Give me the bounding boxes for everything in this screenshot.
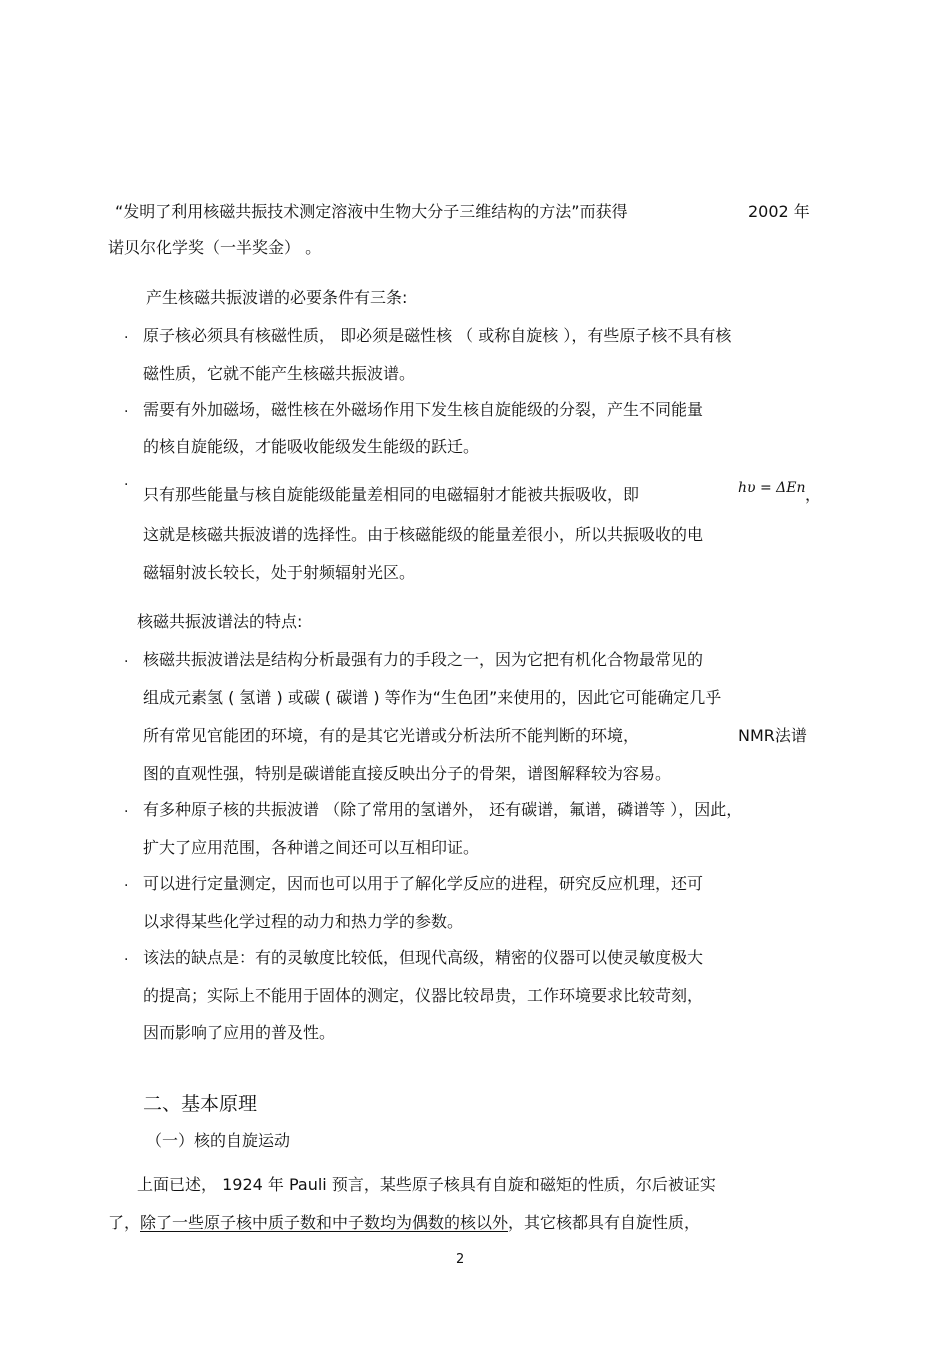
intro-year: 2002 年 [748,202,810,221]
features-heading: 核磁共振波谱法的特点: [137,612,303,631]
condition-3-line3: 磁辐射波长较长，处于射频辐射光区。 [143,563,416,582]
intro-line2: 诺贝尔化学奖（一半奖金） 。 [108,238,322,257]
energy-formula: hυ = ΔEn [738,480,806,496]
feature-4-line2: 的提高；实际上不能用于固体的测定，仪器比较昂贵，工作环境要求比较苛刻， [143,986,704,1005]
conditions-heading: 产生核磁共振波谱的必要条件有三条: [146,288,408,307]
condition-2-line1: 需要有外加磁场，磁性核在外磁场作用下发生核自旋能级的分裂，产生不同能量 [143,400,704,419]
condition-2-line2: 的核自旋能级，才能吸收能级发生能级的跃迁。 [143,437,480,456]
formula-comma: ， [805,485,822,504]
underlined-phrase: 除了一些原子核中质子数和中子数均为偶数的核以外 [140,1213,509,1232]
feature-1-line1: 核磁共振波谱法是结构分析最强有力的手段之一，因为它把有机化合物最常见的 [143,650,704,669]
section2-para-line2 [108,1213,700,1233]
bullet: · [124,404,129,420]
intro-line1: “发明了利用核磁共振技术测定溶液中生物大分子三维结构的方法”而获得 [115,202,628,221]
feature-1-line3: 所有常见官能团的环境，有的是其它光谱或分析法所不能判断的环境， [143,726,640,745]
bullet: · [124,330,129,346]
section2-para-line1: 上面已述， 1924 年 Pauli 预言，某些原子核具有自旋和磁矩的性质，尔后被证实 [137,1175,716,1194]
feature-4-line3: 因而影响了应用的普及性。 [143,1023,336,1042]
bullet: · [124,804,129,820]
bullet: · [124,952,129,968]
bullet: · [124,878,129,894]
feature-4-line1: 该法的缺点是：有的灵敏度比较低，但现代高级，精密的仪器可以使灵敏度极大 [143,948,704,967]
bullet: · [124,654,129,670]
condition-3-line2: 这就是核磁共振波谱的选择性。由于核磁能级的能量差很小，所以共振吸收的电 [143,525,704,544]
para-prefix: 了， [108,1213,141,1232]
bullet: · [124,477,129,493]
feature-3-line1: 可以进行定量测定，因而也可以用于了解化学反应的进程，研究反应机理，还可 [143,874,704,893]
para-suffix: ，其它核都具有自旋性质， [508,1213,701,1232]
feature-1-line2: 组成元素氢 ( 氢谱 ) 或碳 ( 碳谱 ) 等作为“生色团”来使用的，因此它可能确定几乎 [143,688,722,707]
feature-1-nmr: NMR法谱 [738,726,807,745]
feature-2-line1: 有多种原子核的共振波谱 （除了常用的氢谱外， 还有碳谱，氟谱，磷谱等 ），因此， [143,800,743,819]
condition-3-line1: 只有那些能量与核自旋能级能量差相同的电磁辐射才能被共振吸收，即 [143,485,640,504]
feature-1-line4: 图的直观性强，特别是碳谱能直接反映出分子的骨架，谱图解释较为容易。 [143,764,672,783]
page-number: 2 [456,1252,465,1267]
section-title: 二、基本原理 [143,1093,258,1115]
section-subtitle: （一）核的自旋运动 [146,1131,291,1150]
feature-2-line2: 扩大了应用范围，各种谱之间还可以互相印证。 [143,838,480,857]
condition-1-line2: 磁性质，它就不能产生核磁共振波谱。 [143,364,416,383]
condition-1-line1: 原子核必须具有核磁性质， 即必须是磁性核 （ 或称自旋核 ），有些原子核不具有核 [143,326,732,345]
feature-3-line2: 以求得某些化学过程的动力和热力学的参数。 [143,912,464,931]
